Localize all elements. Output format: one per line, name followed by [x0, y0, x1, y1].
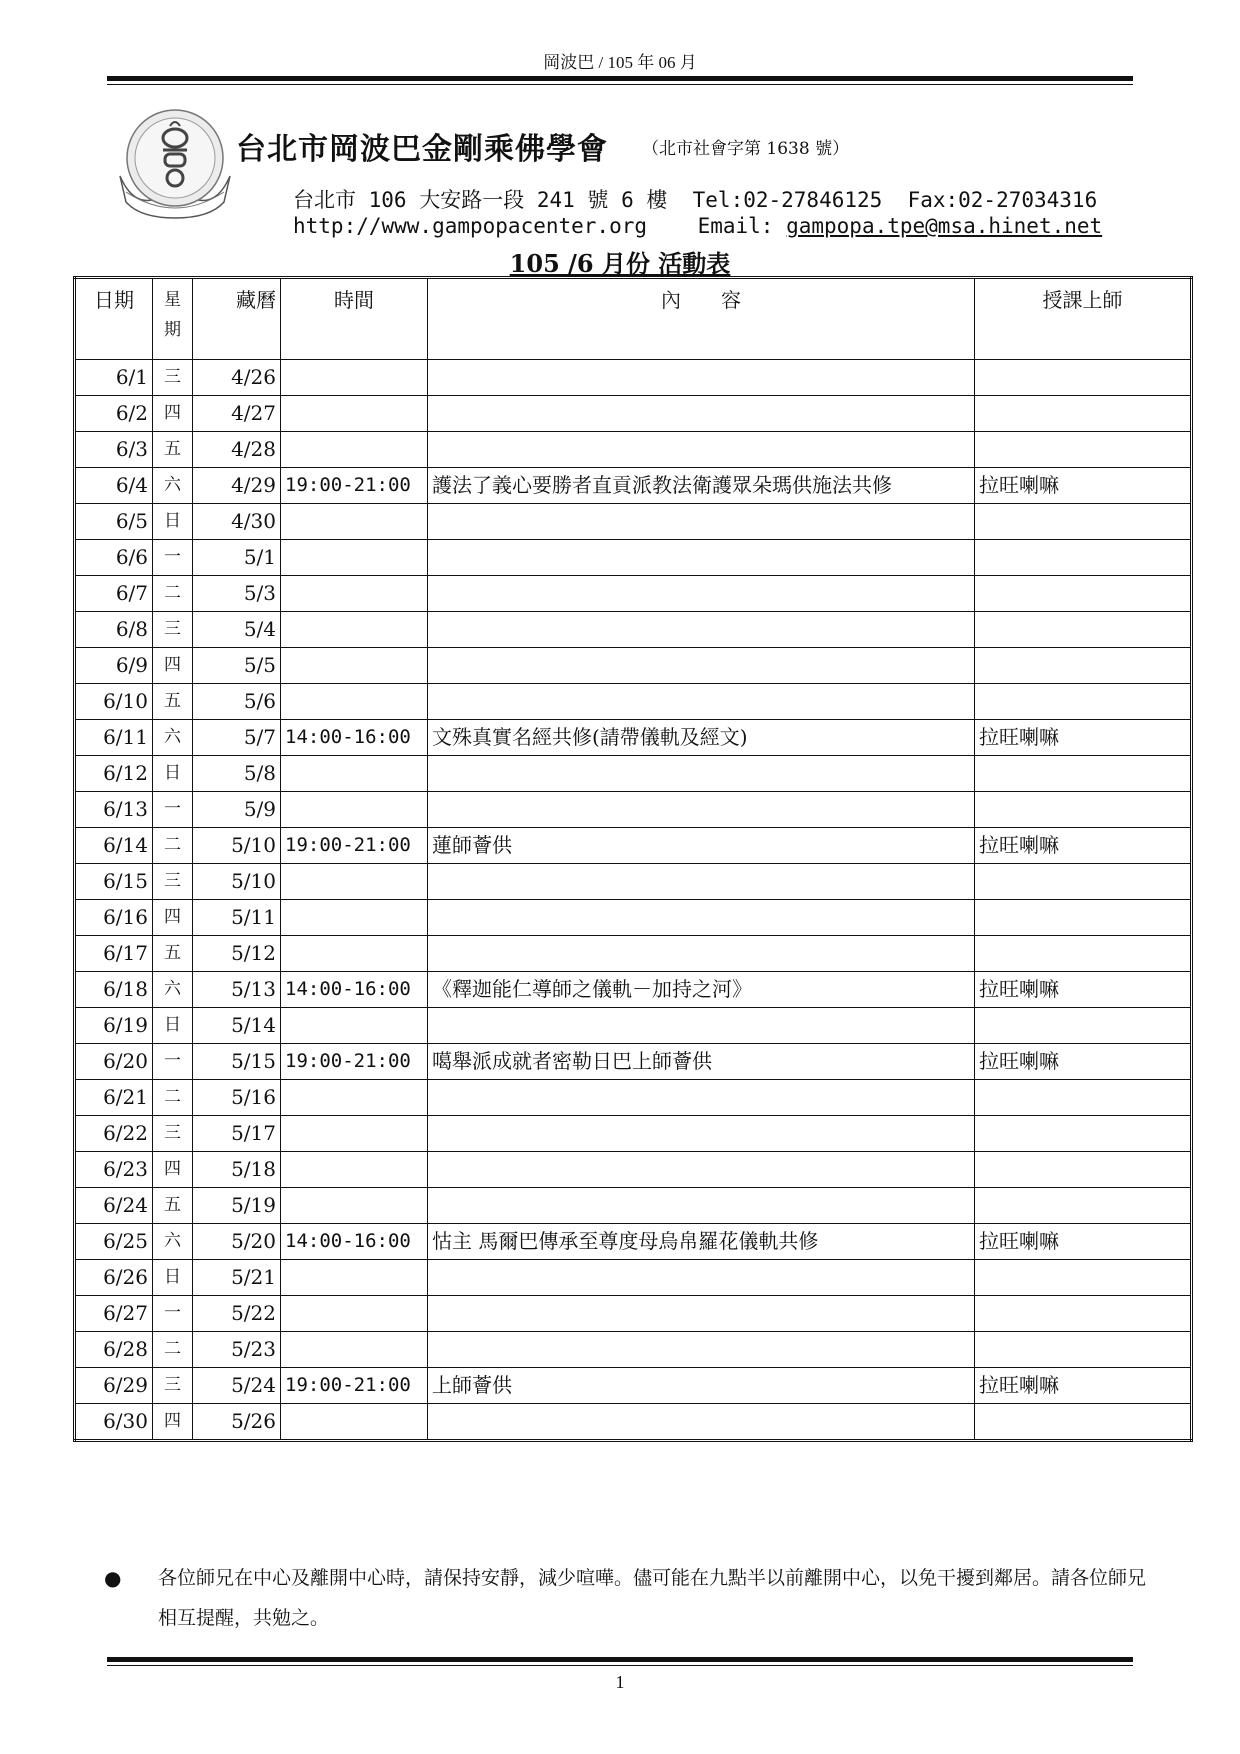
cell-tibetan-date: 5/20 — [193, 1224, 281, 1260]
cell-content — [428, 1296, 975, 1332]
cell-date: 6/25 — [75, 1224, 153, 1260]
cell-tibetan-date: 5/10 — [193, 864, 281, 900]
cell-teacher: 拉旺喇嘛 — [975, 1044, 1192, 1080]
header-rule — [107, 76, 1133, 81]
header-weekday-2: 期 — [164, 320, 181, 340]
cell-weekday: 一 — [153, 1296, 193, 1332]
cell-date: 6/13 — [75, 792, 153, 828]
cell-teacher — [975, 936, 1192, 972]
cell-date: 6/28 — [75, 1332, 153, 1368]
cell-teacher: 拉旺喇嘛 — [975, 468, 1192, 504]
table-row — [75, 1368, 1192, 1404]
cell-date: 6/29 — [75, 1368, 153, 1404]
table-row — [75, 1008, 1192, 1044]
cell-date: 6/10 — [75, 684, 153, 720]
cell-date: 6/30 — [75, 1404, 153, 1441]
table-row — [75, 1188, 1192, 1224]
cell-time: 19:00-21:00 — [281, 468, 428, 504]
table-row — [75, 612, 1192, 648]
cell-date: 6/22 — [75, 1116, 153, 1152]
cell-time: 14:00-16:00 — [281, 720, 428, 756]
table-row — [75, 1332, 1192, 1368]
cell-date: 6/7 — [75, 576, 153, 612]
table-row — [75, 972, 1192, 1008]
cell-date: 6/17 — [75, 936, 153, 972]
cell-weekday: 四 — [153, 396, 193, 432]
cell-time — [281, 1404, 428, 1441]
cell-date: 6/1 — [75, 360, 153, 396]
cell-date: 6/27 — [75, 1296, 153, 1332]
cell-time — [281, 576, 428, 612]
table-row — [75, 720, 1192, 756]
cell-teacher — [975, 864, 1192, 900]
cell-content: 《釋迦能仁導師之儀軌－加持之河》 — [428, 972, 975, 1008]
cell-teacher — [975, 684, 1192, 720]
cell-weekday: 四 — [153, 648, 193, 684]
cell-tibetan-date: 5/11 — [193, 900, 281, 936]
organization-name: 台北市岡波巴金剛乘佛學會 — [236, 132, 608, 167]
notice-text: 各位師兄在中心及離開中心時，請保持安靜，減少喧嘩。儘可能在九點半以前離開中心，以免干擾到鄰居。請各位師兄相互提醒，共勉之。 — [158, 1567, 1147, 1629]
table-row — [75, 504, 1192, 540]
cell-date: 6/12 — [75, 756, 153, 792]
cell-content — [428, 432, 975, 468]
cell-weekday: 日 — [153, 1260, 193, 1296]
cell-date: 6/20 — [75, 1044, 153, 1080]
cell-content: 護法了義心要勝者直貢派教法衛護眾朵瑪供施法共修 — [428, 468, 975, 504]
cell-date: 6/19 — [75, 1008, 153, 1044]
cell-content: 噶舉派成就者密勒日巴上師薈供 — [428, 1044, 975, 1080]
organization-registration: （北市社會字第 1638 號） — [642, 139, 850, 159]
cell-teacher — [975, 1404, 1192, 1441]
cell-weekday: 三 — [153, 1116, 193, 1152]
cell-tibetan-date: 5/23 — [193, 1332, 281, 1368]
table-row — [75, 540, 1192, 576]
cell-tibetan-date: 4/26 — [193, 360, 281, 396]
cell-time — [281, 936, 428, 972]
cell-time — [281, 540, 428, 576]
cell-content — [428, 1080, 975, 1116]
header-rule-thin — [107, 84, 1133, 85]
cell-teacher: 拉旺喇嘛 — [975, 720, 1192, 756]
cell-teacher — [975, 504, 1192, 540]
cell-date: 6/16 — [75, 900, 153, 936]
table-row — [75, 1080, 1192, 1116]
cell-weekday: 六 — [153, 720, 193, 756]
table-row — [75, 648, 1192, 684]
cell-tibetan-date: 5/5 — [193, 648, 281, 684]
cell-time: 14:00-16:00 — [281, 972, 428, 1008]
cell-teacher — [975, 1188, 1192, 1224]
cell-tibetan-date: 5/24 — [193, 1368, 281, 1404]
cell-teacher — [975, 432, 1192, 468]
cell-weekday: 二 — [153, 576, 193, 612]
cell-date: 6/2 — [75, 396, 153, 432]
cell-teacher — [975, 576, 1192, 612]
cell-time — [281, 360, 428, 396]
table-row — [75, 1152, 1192, 1188]
cell-content — [428, 612, 975, 648]
cell-date: 6/18 — [75, 972, 153, 1008]
cell-tibetan-date: 4/28 — [193, 432, 281, 468]
cell-time — [281, 900, 428, 936]
cell-time: 19:00-21:00 — [281, 1368, 428, 1404]
cell-content — [428, 936, 975, 972]
cell-content — [428, 756, 975, 792]
table-row — [75, 828, 1192, 864]
cell-content — [428, 684, 975, 720]
cell-weekday: 日 — [153, 1008, 193, 1044]
cell-weekday: 六 — [153, 468, 193, 504]
cell-tibetan-date: 5/14 — [193, 1008, 281, 1044]
header-weekday-1: 星 — [164, 290, 181, 310]
table-row — [75, 1044, 1192, 1080]
cell-content — [428, 1188, 975, 1224]
footer-rule-thin — [107, 1665, 1133, 1666]
cell-weekday: 一 — [153, 792, 193, 828]
cell-content — [428, 1152, 975, 1188]
table-row — [75, 864, 1192, 900]
cell-time — [281, 792, 428, 828]
cell-weekday: 二 — [153, 1332, 193, 1368]
cell-teacher — [975, 648, 1192, 684]
table-row — [75, 396, 1192, 432]
table-row — [75, 792, 1192, 828]
cell-date: 6/5 — [75, 504, 153, 540]
table-row — [75, 1260, 1192, 1296]
cell-teacher: 拉旺喇嘛 — [975, 828, 1192, 864]
cell-tibetan-date: 5/8 — [193, 756, 281, 792]
cell-tibetan-date: 5/1 — [193, 540, 281, 576]
cell-tibetan-date: 4/30 — [193, 504, 281, 540]
table-row — [75, 576, 1192, 612]
cell-date: 6/23 — [75, 1152, 153, 1188]
cell-teacher — [975, 792, 1192, 828]
cell-tibetan-date: 5/16 — [193, 1080, 281, 1116]
cell-time — [281, 432, 428, 468]
header-teacher: 授課上師 — [975, 278, 1192, 360]
cell-content — [428, 864, 975, 900]
table-row — [75, 1116, 1192, 1152]
table-row — [75, 1224, 1192, 1260]
cell-tibetan-date: 5/13 — [193, 972, 281, 1008]
cell-content — [428, 792, 975, 828]
cell-weekday: 六 — [153, 972, 193, 1008]
cell-weekday: 四 — [153, 1152, 193, 1188]
organization-address: 台北市 106 大安路一段 241 號 6 樓 Tel:02-27846125 Fax:02-27034316 — [293, 188, 1098, 212]
cell-content — [428, 900, 975, 936]
header-time: 時間 — [281, 278, 428, 360]
cell-teacher — [975, 1152, 1192, 1188]
cell-date: 6/9 — [75, 648, 153, 684]
cell-tibetan-date: 4/29 — [193, 468, 281, 504]
cell-teacher — [975, 1332, 1192, 1368]
cell-date: 6/15 — [75, 864, 153, 900]
cell-weekday: 日 — [153, 756, 193, 792]
table-row — [75, 900, 1192, 936]
cell-weekday: 一 — [153, 540, 193, 576]
header-weekday — [153, 278, 193, 360]
cell-date: 6/3 — [75, 432, 153, 468]
cell-time: 19:00-21:00 — [281, 1044, 428, 1080]
cell-content — [428, 540, 975, 576]
cell-weekday: 二 — [153, 828, 193, 864]
cell-content — [428, 1260, 975, 1296]
cell-teacher — [975, 900, 1192, 936]
cell-time — [281, 1008, 428, 1044]
cell-teacher: 拉旺喇嘛 — [975, 1224, 1192, 1260]
cell-date: 6/26 — [75, 1260, 153, 1296]
cell-tibetan-date: 5/26 — [193, 1404, 281, 1441]
cell-date: 6/4 — [75, 468, 153, 504]
cell-tibetan-date: 4/27 — [193, 396, 281, 432]
cell-time — [281, 1296, 428, 1332]
cell-weekday: 二 — [153, 1080, 193, 1116]
table-row — [75, 1296, 1192, 1332]
cell-date: 6/14 — [75, 828, 153, 864]
cell-content: 上師薈供 — [428, 1368, 975, 1404]
cell-content: 怙主 馬爾巴傳承至尊度母烏帛羅花儀軌共修 — [428, 1224, 975, 1260]
cell-teacher — [975, 360, 1192, 396]
cell-content — [428, 648, 975, 684]
cell-teacher: 拉旺喇嘛 — [975, 972, 1192, 1008]
cell-teacher: 拉旺喇嘛 — [975, 1368, 1192, 1404]
cell-date: 6/6 — [75, 540, 153, 576]
cell-weekday: 三 — [153, 612, 193, 648]
header-content: 內 容 — [428, 278, 975, 360]
cell-content — [428, 1116, 975, 1152]
cell-teacher — [975, 396, 1192, 432]
table-header-row — [75, 278, 1192, 360]
cell-weekday: 五 — [153, 684, 193, 720]
cell-tibetan-date: 5/6 — [193, 684, 281, 720]
website-text: http://www.gampopacenter.org Email: — [293, 214, 787, 238]
cell-time — [281, 1116, 428, 1152]
cell-teacher — [975, 540, 1192, 576]
schedule-title: 105 /6 月份 活動表 — [509, 249, 731, 278]
cell-content — [428, 396, 975, 432]
cell-teacher — [975, 756, 1192, 792]
page-number: 1 — [615, 1672, 625, 1692]
cell-content — [428, 1404, 975, 1441]
cell-weekday: 日 — [153, 504, 193, 540]
cell-teacher — [975, 1116, 1192, 1152]
cell-tibetan-date: 5/4 — [193, 612, 281, 648]
cell-time — [281, 1260, 428, 1296]
cell-weekday: 三 — [153, 864, 193, 900]
cell-date: 6/8 — [75, 612, 153, 648]
cell-time — [281, 684, 428, 720]
cell-content: 蓮師薈供 — [428, 828, 975, 864]
table-row — [75, 684, 1192, 720]
table-row — [75, 756, 1192, 792]
footer-rule — [107, 1657, 1133, 1662]
organization-contact — [293, 214, 1102, 238]
cell-time — [281, 1332, 428, 1368]
cell-content — [428, 1332, 975, 1368]
bullet-icon: ● — [104, 1566, 122, 1590]
table-row — [75, 936, 1192, 972]
cell-weekday: 三 — [153, 1368, 193, 1404]
cell-time — [281, 756, 428, 792]
cell-time — [281, 396, 428, 432]
cell-weekday: 一 — [153, 1044, 193, 1080]
schedule-body — [75, 360, 1192, 1441]
cell-weekday: 四 — [153, 1404, 193, 1441]
cell-tibetan-date: 5/18 — [193, 1152, 281, 1188]
cell-tibetan-date: 5/7 — [193, 720, 281, 756]
table-row — [75, 432, 1192, 468]
cell-time: 14:00-16:00 — [281, 1224, 428, 1260]
cell-date: 6/11 — [75, 720, 153, 756]
gampopa-center-emblem-icon — [112, 106, 238, 224]
cell-teacher — [975, 1296, 1192, 1332]
cell-time — [281, 1188, 428, 1224]
cell-date: 6/21 — [75, 1080, 153, 1116]
cell-weekday: 五 — [153, 432, 193, 468]
cell-time — [281, 504, 428, 540]
cell-content — [428, 360, 975, 396]
cell-teacher — [975, 612, 1192, 648]
cell-time — [281, 612, 428, 648]
cell-tibetan-date: 5/22 — [193, 1296, 281, 1332]
header-tibetan-date: 藏曆 — [193, 278, 281, 360]
cell-tibetan-date: 5/21 — [193, 1260, 281, 1296]
cell-date: 6/24 — [75, 1188, 153, 1224]
cell-time — [281, 1080, 428, 1116]
cell-tibetan-date: 5/3 — [193, 576, 281, 612]
cell-tibetan-date: 5/9 — [193, 792, 281, 828]
running-head: 岡波巴 / 105 年 06 月 — [543, 53, 697, 72]
cell-weekday: 三 — [153, 360, 193, 396]
cell-time — [281, 864, 428, 900]
email-link[interactable]: gampopa.tpe@msa.hinet.net — [786, 214, 1103, 238]
cell-content — [428, 576, 975, 612]
table-row — [75, 468, 1192, 504]
cell-weekday: 五 — [153, 936, 193, 972]
cell-tibetan-date: 5/12 — [193, 936, 281, 972]
cell-time — [281, 1152, 428, 1188]
table-row — [75, 360, 1192, 396]
cell-weekday: 四 — [153, 900, 193, 936]
cell-tibetan-date: 5/19 — [193, 1188, 281, 1224]
header-date: 日期 — [75, 278, 153, 360]
cell-content — [428, 1008, 975, 1044]
cell-weekday: 六 — [153, 1224, 193, 1260]
cell-teacher — [975, 1080, 1192, 1116]
cell-tibetan-date: 5/17 — [193, 1116, 281, 1152]
cell-tibetan-date: 5/15 — [193, 1044, 281, 1080]
schedule-table — [73, 276, 1193, 1442]
cell-content — [428, 504, 975, 540]
cell-teacher — [975, 1008, 1192, 1044]
cell-time: 19:00-21:00 — [281, 828, 428, 864]
cell-content: 文殊真實名經共修(請帶儀軌及經文) — [428, 720, 975, 756]
cell-weekday: 五 — [153, 1188, 193, 1224]
cell-tibetan-date: 5/10 — [193, 828, 281, 864]
cell-time — [281, 648, 428, 684]
table-row — [75, 1404, 1192, 1441]
cell-teacher — [975, 1260, 1192, 1296]
